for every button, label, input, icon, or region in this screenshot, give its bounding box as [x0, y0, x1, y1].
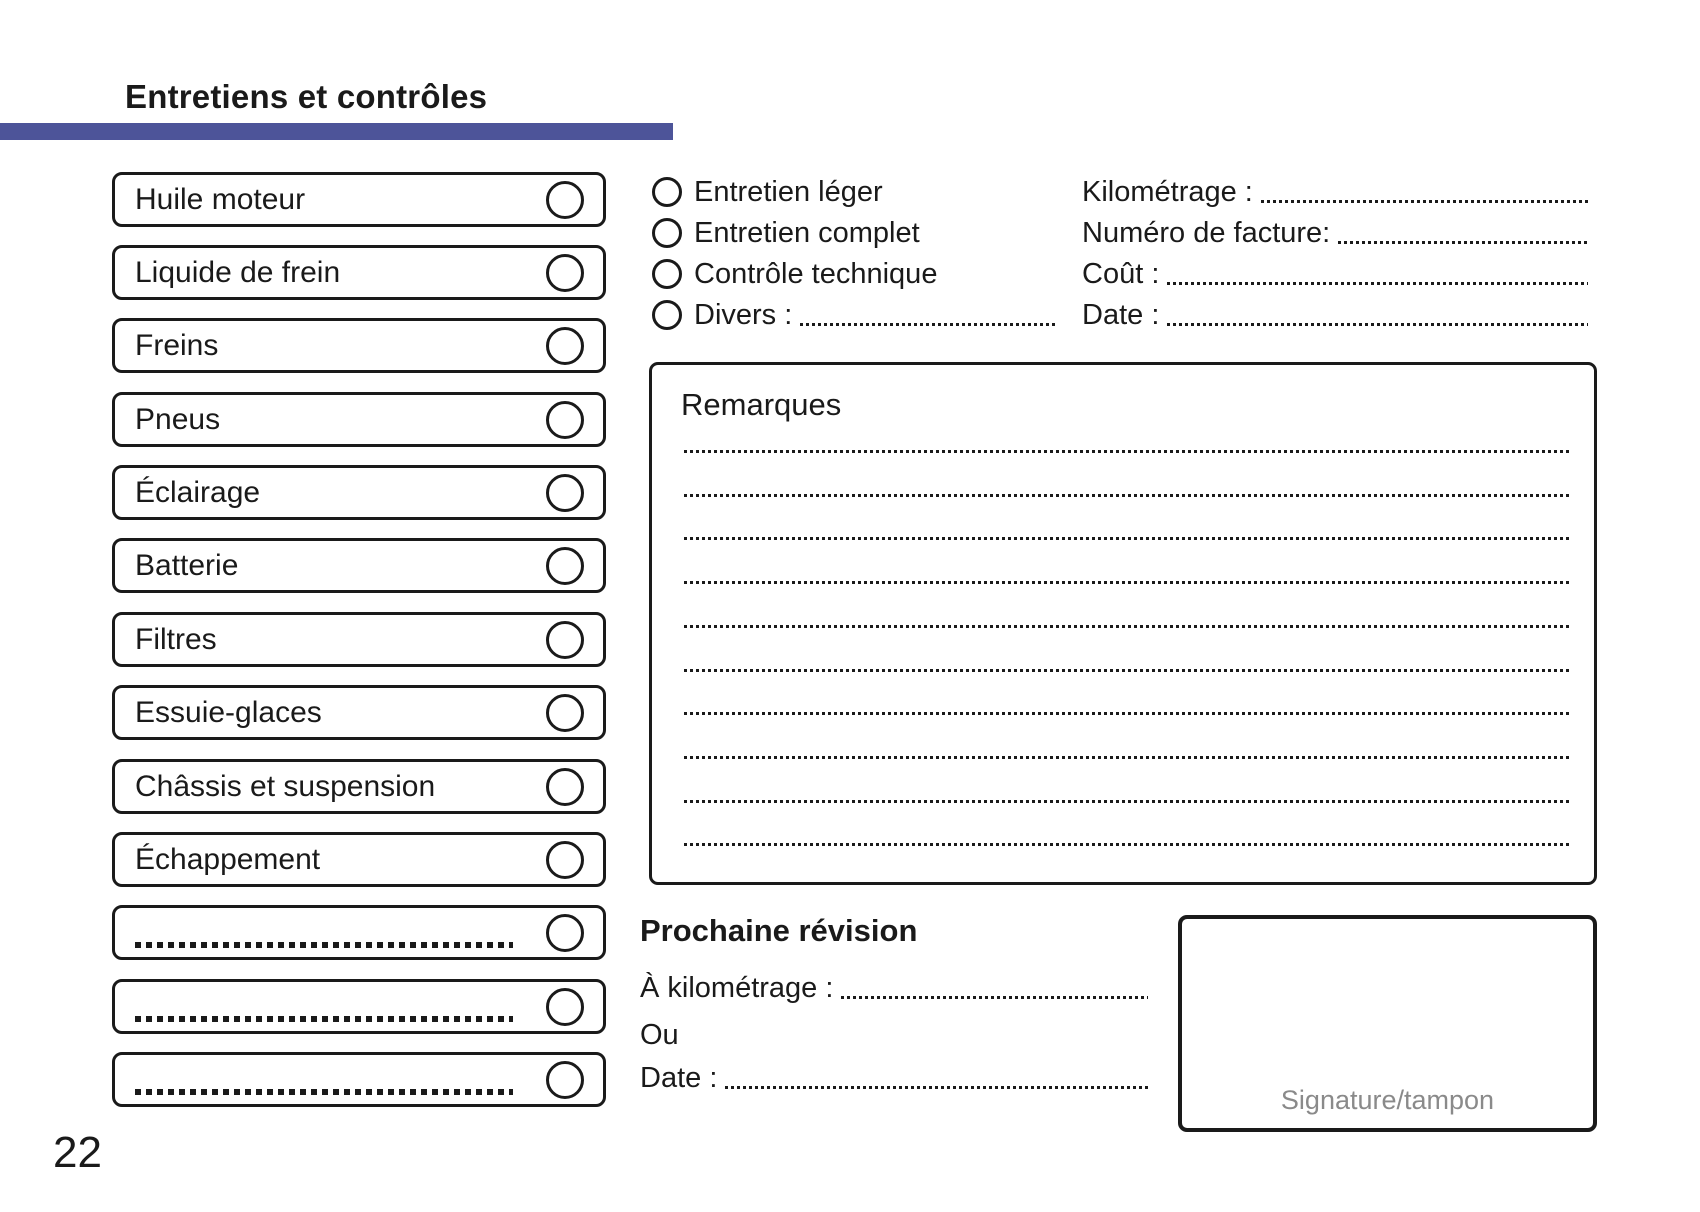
page-title: Entretiens et contrôles	[125, 78, 488, 115]
check-circle[interactable]	[546, 474, 584, 512]
checklist-row	[112, 465, 606, 520]
checklist-row	[112, 392, 606, 447]
checklist-item-label: Freins	[135, 328, 219, 362]
radio-circle[interactable]	[652, 218, 682, 248]
checklist-row	[112, 538, 606, 593]
checklist-row	[112, 172, 606, 227]
checklist-item-label: Essuie-glaces	[135, 695, 322, 729]
checklist-item-label: Batterie	[135, 548, 239, 582]
invoice-field	[1082, 175, 1590, 209]
checklist-row-blank	[112, 979, 606, 1034]
check-circle[interactable]	[546, 768, 584, 806]
service-type-option	[652, 216, 920, 250]
checklist-item-label: Échappement	[135, 842, 321, 876]
invoice-field-label: Coût :	[1082, 257, 1160, 290]
invoice-field	[1082, 216, 1590, 250]
check-circle[interactable]	[546, 621, 584, 659]
checklist-item-label: Liquide de frein	[135, 255, 341, 289]
check-circle[interactable]	[546, 988, 584, 1026]
signature-stamp-placeholder: Signature/tampon	[1280, 1085, 1495, 1115]
radio-circle[interactable]	[652, 300, 682, 330]
remarks-title: Remarques	[681, 387, 842, 422]
fill-in-line[interactable]	[1167, 323, 1588, 326]
next-service-date-label: Date :	[640, 1061, 718, 1094]
service-type-label: Entretien complet	[694, 216, 920, 249]
checklist-item-label: Huile moteur	[135, 182, 306, 216]
checklist-row	[112, 832, 606, 887]
radio-circle[interactable]	[652, 259, 682, 289]
check-circle[interactable]	[546, 254, 584, 292]
fill-in-line[interactable]	[841, 996, 1148, 999]
service-type-option	[652, 175, 883, 209]
remark-line[interactable]	[684, 756, 1570, 759]
invoice-field-label: Kilométrage :	[1082, 175, 1253, 208]
invoice-field-label: Numéro de facture:	[1082, 216, 1331, 249]
checklist-row	[112, 759, 606, 814]
fill-in-line[interactable]	[1167, 282, 1588, 285]
remark-line[interactable]	[684, 843, 1570, 846]
checklist-row	[112, 318, 606, 373]
checklist-row-blank	[112, 905, 606, 960]
service-type-option	[652, 257, 937, 291]
remark-line[interactable]	[684, 625, 1570, 628]
divers-fill-in-line[interactable]	[800, 323, 1058, 326]
remark-line[interactable]	[684, 800, 1570, 803]
check-circle[interactable]	[546, 401, 584, 439]
fill-in-line[interactable]	[1338, 241, 1588, 244]
checklist-row	[112, 685, 606, 740]
checklist-row-blank	[112, 1052, 606, 1107]
page-number: 22	[53, 1128, 102, 1177]
checklist-item-label: Châssis et suspension	[135, 769, 436, 803]
checklist-row	[112, 612, 606, 667]
fill-in-line[interactable]	[725, 1086, 1148, 1089]
next-service-or-label: Ou	[640, 1018, 679, 1051]
invoice-field	[1082, 257, 1590, 291]
service-type-label: Divers :	[694, 298, 793, 331]
next-service-km-field	[640, 971, 1150, 1005]
next-service-km-label: À kilométrage :	[640, 971, 834, 1004]
remark-line[interactable]	[684, 669, 1570, 672]
blank-item-fill-line[interactable]	[135, 1089, 513, 1095]
check-circle[interactable]	[546, 327, 584, 365]
checklist-row	[112, 245, 606, 300]
header-accent-bar	[0, 123, 673, 140]
invoice-field-label: Date :	[1082, 298, 1160, 331]
check-circle[interactable]	[546, 547, 584, 585]
check-circle[interactable]	[546, 841, 584, 879]
check-circle[interactable]	[546, 181, 584, 219]
checklist-item-label: Pneus	[135, 402, 221, 436]
checklist-item-label: Éclairage	[135, 475, 261, 509]
checklist-item-label: Filtres	[135, 622, 217, 656]
remark-line[interactable]	[684, 450, 1570, 453]
remark-line[interactable]	[684, 581, 1570, 584]
check-circle[interactable]	[546, 1061, 584, 1099]
service-type-option-divers	[652, 298, 1060, 332]
invoice-field	[1082, 298, 1590, 332]
check-circle[interactable]	[546, 914, 584, 952]
remark-line[interactable]	[684, 537, 1570, 540]
remarks-box	[649, 362, 1597, 885]
blank-item-fill-line[interactable]	[135, 942, 513, 948]
radio-circle[interactable]	[652, 177, 682, 207]
service-type-label: Entretien léger	[694, 175, 883, 208]
signature-stamp-box[interactable]	[1178, 915, 1597, 1132]
check-circle[interactable]	[546, 694, 584, 732]
remark-line[interactable]	[684, 712, 1570, 715]
next-service-or-row	[640, 1018, 679, 1052]
blank-item-fill-line[interactable]	[135, 1016, 513, 1022]
fill-in-line[interactable]	[1261, 200, 1588, 203]
next-service-title: Prochaine révision	[640, 913, 918, 948]
next-service-date-field	[640, 1061, 1150, 1095]
service-type-label: Contrôle technique	[694, 257, 938, 290]
remark-line[interactable]	[684, 494, 1570, 497]
